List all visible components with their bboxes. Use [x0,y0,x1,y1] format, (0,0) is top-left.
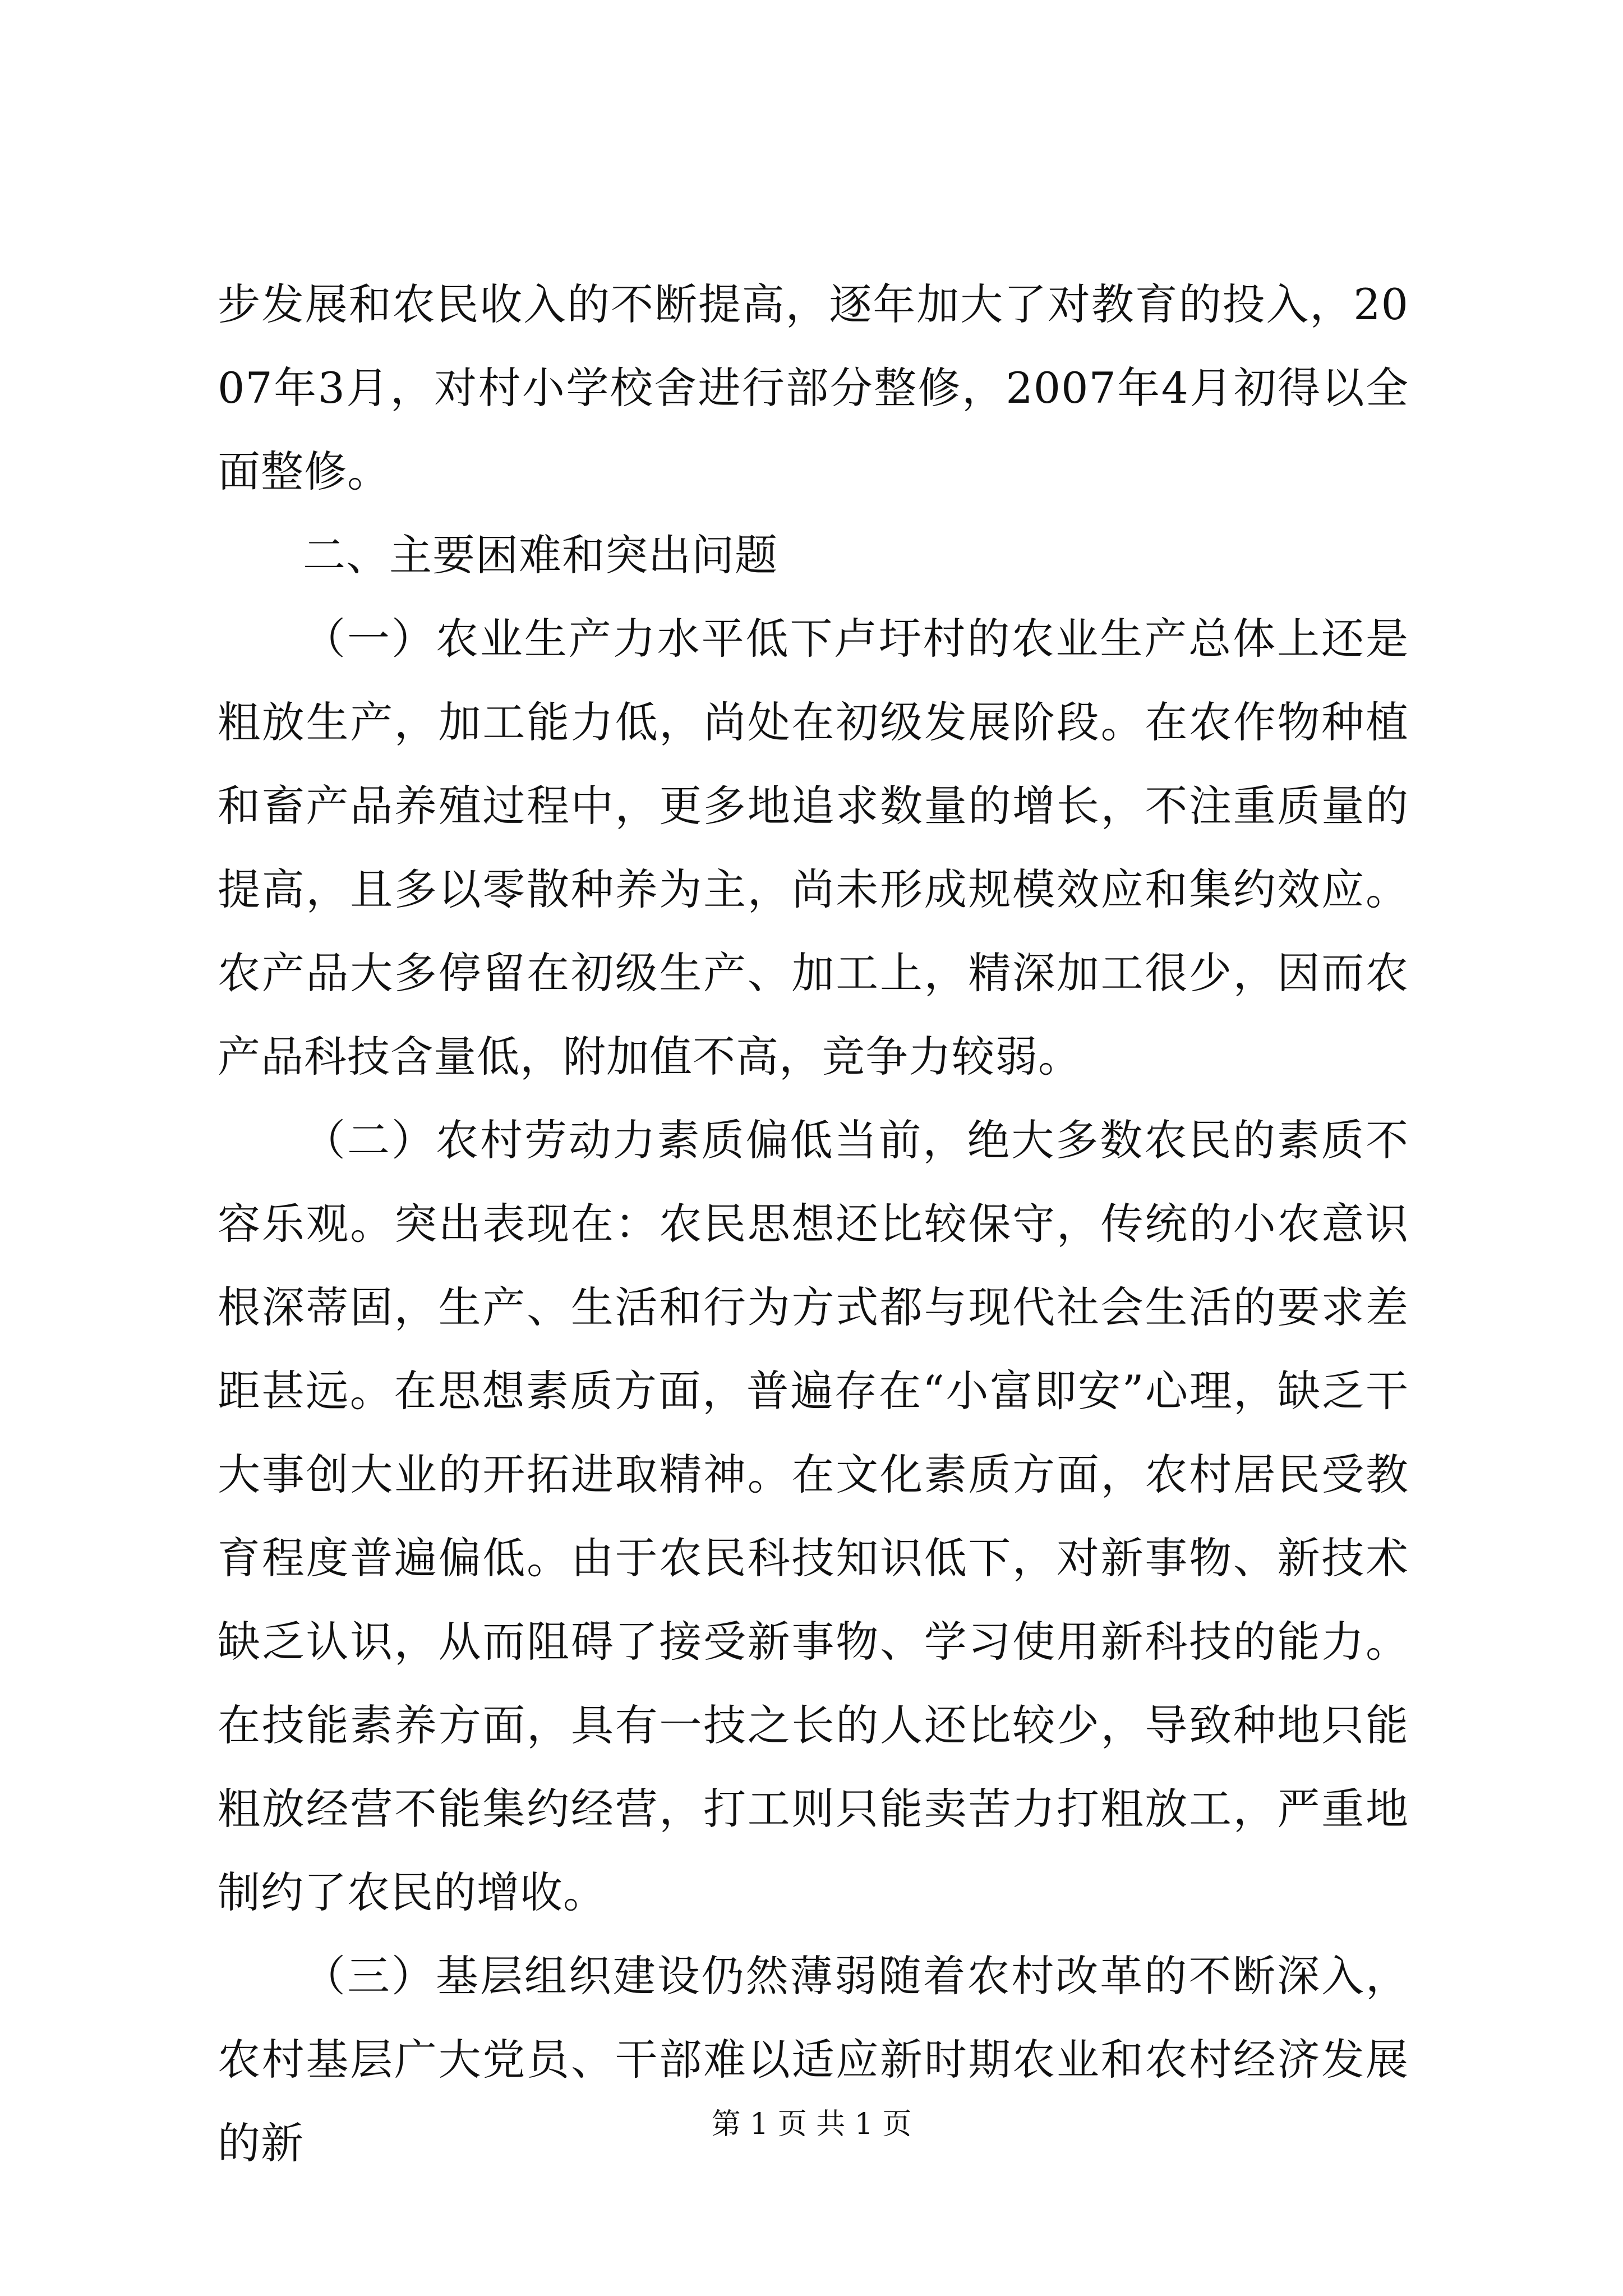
paragraph-grassroots-organization: （三）基层组织建设仍然薄弱随着农村改革的不断深入，农村基层广大党员、干部难以适应新时期农业和农村经济发展的新 [218,1951,1409,2168]
paragraph-labor-quality: （二）农村劳动力素质偏低当前，绝大多数农民的素质不容乐观。突出表现在：农民思想还比较保守，传统的小农意识根深蒂固，生产、生活和行为方式都与现代社会生活的要求差距甚远。在思想素质方面，普遍存在“小富即安”心理，缺乏干大事创大业的开拓进取精神。在文化素质方面，农村居民受教育程度普遍偏低。由于农民科技知识低下，对新事物、新技术缺乏认识，从而阻碍了接受新事物、学习使用新科技的能力。在技能素养方面，具有一技之长的人还比较少，导致种地只能粗放经营不能集约经营，打工则只能卖苦力打粗放工，严重地制约了农民的增收。 [218,1115,1409,1917]
paragraph-continuation: 步发展和农民收入的不断提高，逐年加大了对教育的投入，2007年3月，对村小学校舍进行部分整修，2007年4月初得以全面整修。 [218,279,1409,496]
section-heading: 二、主要困难和突出问题 [303,530,778,580]
paragraph-agriculture-productivity: （一）农业生产力水平低下卢圩村的农业生产总体上还是粗放生产，加工能力低，尚处在初级发展阶段。在农作物种植和畜产品养殖过程中，更多地追求数量的增长，不注重质量的提高，且多以零散种养为主，尚未形成规模效应和集约效应。农产品大多停留在初级生产、加工上，精深加工很少，因而农产品科技含量低，附加值不高，竞争力较弱。 [218,614,1409,1082]
document-body [218,263,1409,2185]
page-footer: 第 1 页 共 1 页 [711,2108,912,2141]
